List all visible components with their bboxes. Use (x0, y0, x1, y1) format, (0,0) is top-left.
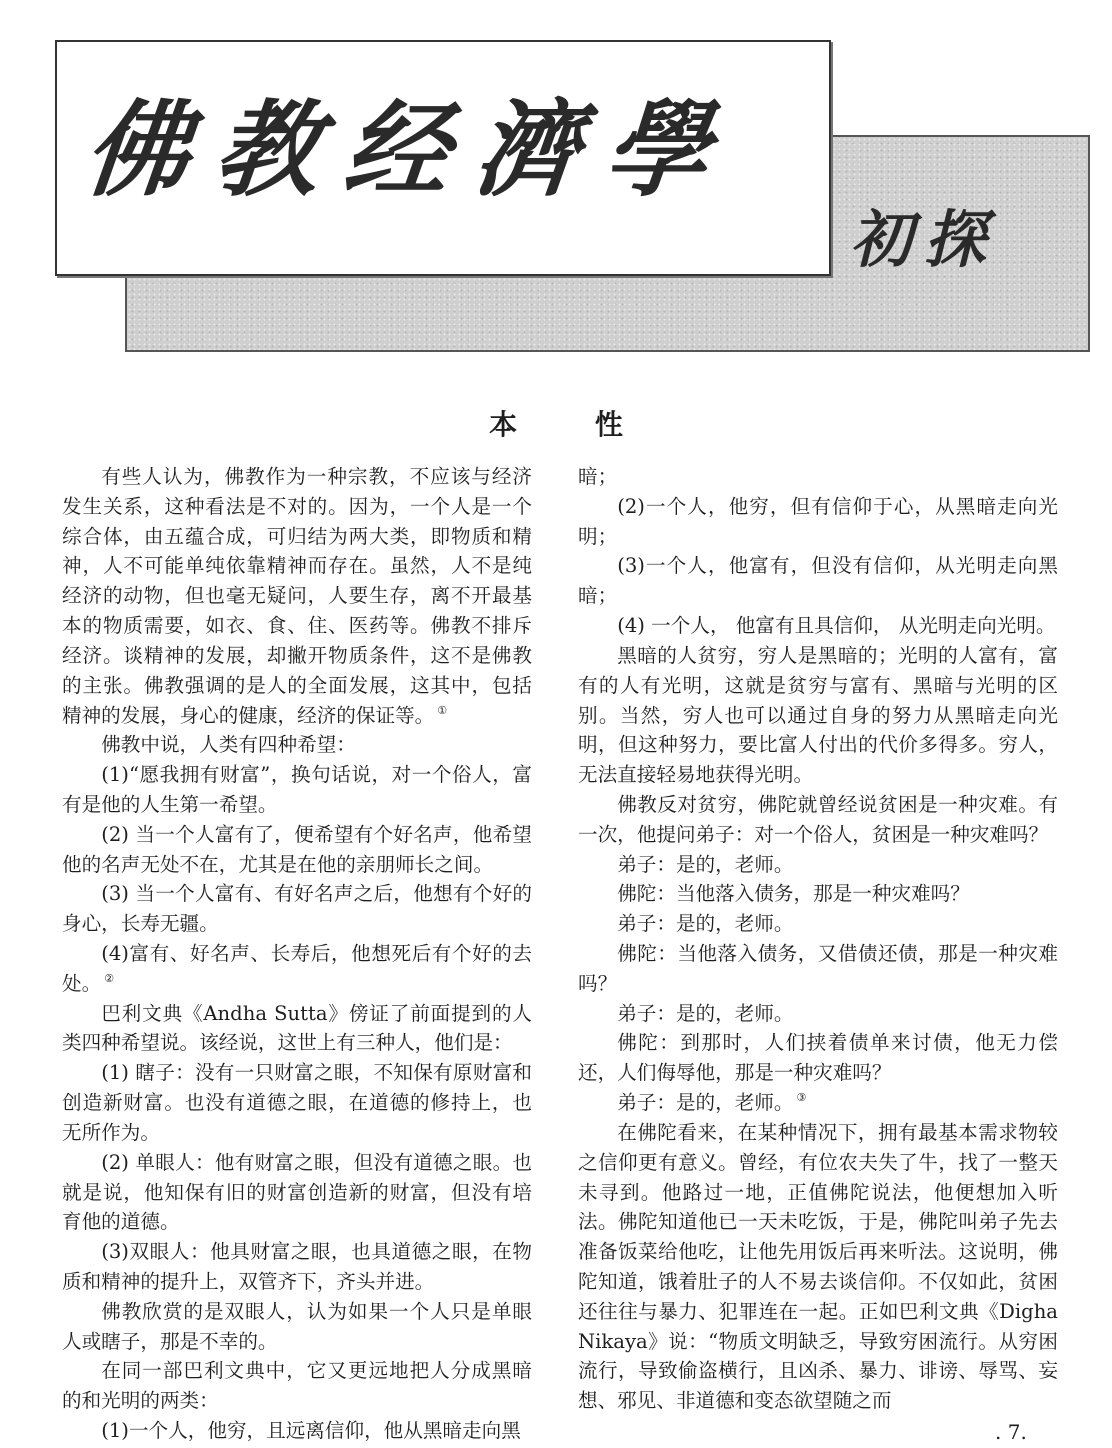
paragraph (578, 790, 1058, 850)
paragraph (62, 1356, 532, 1416)
paragraph-text: (1)“愿我拥有财富”，换句话说，对一个俗人，富有是他的人生第一希望。 (62, 763, 532, 816)
article-title: 佛教经濟學 (78, 88, 742, 211)
footnote-marker: ② (104, 971, 115, 985)
paragraph-text: (3)双眼人：他具财富之眼，也具道德之眼，在物质和精神的提升上，双管齐下，齐头并进。 (62, 1240, 532, 1293)
paragraph-text: 弟子：是的，老师。 (617, 1091, 794, 1115)
paragraph-text: (1) 瞎子：没有一只财富之眼，不知保有原财富和创造新财富。也没有道德之眼，在道德的修持上，也无所作为。 (62, 1061, 532, 1144)
paragraph (62, 820, 532, 880)
paragraph (578, 551, 1058, 611)
paragraph (62, 1058, 532, 1147)
paragraph (62, 1416, 532, 1446)
paragraph-text: 佛教反对贫穷，佛陀就曾经说贫困是一种灾难。有一次，他提问弟子：对一个俗人，贫困是一种灾难吗？ (578, 792, 1058, 846)
paragraph-text: 在同一部巴利文典中，它又更远地把人分成黑暗的和光明的两类： (62, 1359, 532, 1413)
paragraph-text: 弟子：是的，老师。 (617, 912, 794, 936)
paragraph-text: 巴利文典《Andha Sutta》傍证了前面提到的人类四种希望说。该经说，这世上有三种人，他们是： (62, 1001, 532, 1055)
paragraph (578, 641, 1058, 790)
paragraph (62, 730, 532, 760)
paragraph-text: 在佛陀看来，在某种情况下，拥有最基本需求物较之信仰更有意义。曾经，有位农夫失了牛，找了一整天未寻到。他路过一地，正值佛陀说法，他便想加入听法。佛陀知道他已一天未吃饭，于是，佛陀叫弟子先去准备饭菜给他吃，让他先用饭后再来听法。这说明，佛陀知道，饿着肚子的人不易去谈信仰。不仅如此，贫困还往往与暴力、犯罪连在一起。正如巴利文典《Digha Nikaya》说：“物质文明缺乏，导致穷困流行。从穷困流行，导致偷盗横行，且凶杀、暴力、诽谤、辱骂、妄想、邪见、非道德和变态欲望随之而 (578, 1120, 1058, 1413)
paragraph (62, 1148, 532, 1237)
paragraph-text: (3) 当一个人富有、有好名声之后，他想有个好的身心，长寿无疆。 (62, 882, 532, 936)
paragraph-text: 佛陀：当他落入债务，又借债还债，那是一种灾难吗？ (578, 942, 1058, 995)
paragraph (578, 850, 1058, 880)
paragraph-text: 弟子：是的，老师。 (617, 852, 794, 876)
paragraph (62, 760, 532, 820)
paragraph (578, 999, 1058, 1029)
paragraph-text: (2)一个人，他穷，但有信仰于心，从黑暗走向光明； (578, 494, 1058, 548)
paragraph (578, 1028, 1058, 1088)
paragraph-text: (1)一个人，他穷，且远离信仰，他从黑暗走向黑 (101, 1419, 521, 1442)
paragraph-text: (2) 当一个人富有了，便希望有个好名声，他希望他的名声无处不在，尤其是在他的亲朋师长之间。 (62, 822, 532, 876)
paragraph (578, 909, 1058, 939)
paragraph (578, 939, 1058, 999)
paragraph (578, 1088, 1058, 1118)
paragraph (62, 462, 532, 730)
paragraph (578, 1118, 1058, 1416)
paragraph-text: 佛陀：当他落入债务，那是一种灾难吗？ (617, 882, 970, 906)
paragraph-text: 有些人认为，佛教作为一种宗教，不应该与经济发生关系，这种看法是不对的。因为，一个人是一个综合体，由五蕴合成，可归结为两大类，即物质和精神，人不可能单纯依靠精神而存在。虽然，人不是纯经济的动物，但也毫无疑问，人要生存，离不开最基本的物质需要，如衣、食、住、医药等。佛教不排斥经济。谈精神的发展，却撇开物质条件，这不是佛教的主张。佛教强调的是人的全面发展，这其中，包括精神的发展，身心的健康，经济的保证等。 (62, 465, 532, 727)
paragraph-text: (2) 单眼人：他有财富之眼，但没有道德之眼。也就是说，他知保有旧的财富创造新的财富，但没有培育他的道德。 (62, 1150, 532, 1234)
paragraph-text: (4) 一个人， 他富有且具信仰， 从光明走向光明。 (617, 614, 1056, 638)
footnote-marker: ③ (796, 1091, 807, 1105)
paragraph-text: (4)富有、好名声、长寿后，他想死后有个好的去处。 (62, 942, 532, 995)
article-subtitle: 初探 (850, 203, 999, 276)
right-text-column (578, 462, 1058, 1416)
paragraph-text: 佛教中说，人类有四种希望： (101, 733, 356, 757)
section-heading: 本 性 (489, 408, 657, 441)
paragraph (62, 879, 532, 939)
paragraph (578, 462, 1058, 492)
paragraph (62, 1297, 532, 1357)
paragraph (578, 492, 1058, 552)
paragraph (62, 1237, 532, 1297)
paragraph-text: 暗； (578, 465, 618, 488)
paragraph (62, 999, 532, 1059)
paragraph-text: 佛陀：到那时，人们挟着债单来讨债，他无力偿还，人们侮辱他，那是一种灾难吗？ (578, 1031, 1058, 1085)
footnote-marker: ① (437, 703, 448, 717)
paragraph (62, 939, 532, 999)
page-number: . 7. (995, 1420, 1027, 1444)
paragraph-text: (3)一个人，他富有，但没有信仰，从光明走向黑暗； (578, 554, 1058, 608)
paragraph (578, 611, 1058, 641)
paragraph (578, 879, 1058, 909)
left-text-column (62, 462, 532, 1446)
paragraph-text: 弟子：是的，老师。 (617, 1001, 794, 1025)
paragraph-text: 佛教欣赏的是双眼人，认为如果一个人只是单眼人或瞎子，那是不幸的。 (62, 1299, 532, 1353)
paragraph-text: 黑暗的人贫穷，穷人是黑暗的；光明的人富有，富有的人有光明，这就是贫穷与富有、黑暗与光明的区别。当然，穷人也可以通过自身的努力从黑暗走向光明，但这种努力，要比富人付出的代价多得多。穷人，无法直接轻易地获得光明。 (578, 643, 1058, 787)
